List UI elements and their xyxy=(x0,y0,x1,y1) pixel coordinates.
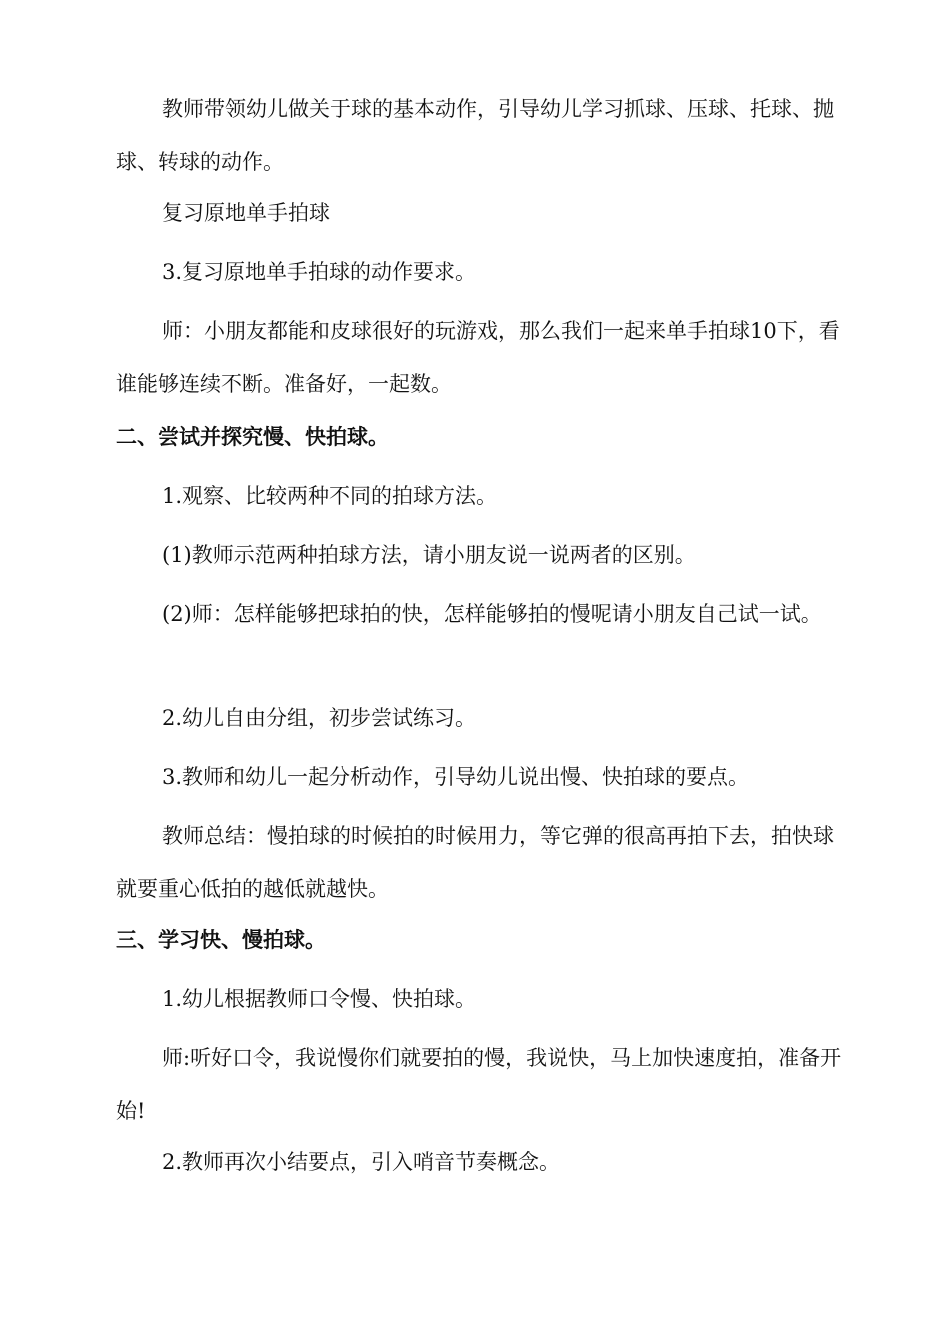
section-heading-three: 三、学习快、慢拍球。 xyxy=(116,928,326,952)
paragraph-teacher-summary: 教师总结：慢拍球的时候拍的时候用力，等它弹的很高再拍下去，拍快球就要重心低拍的越低就越快。 xyxy=(116,824,834,901)
section-heading-two: 二、尝试并探究慢、快拍球。 xyxy=(116,425,389,449)
paragraph-fast-slow-question: (2)师：怎样能够把球拍的快，怎样能够拍的慢呢请小朋友自己试一试。 xyxy=(162,602,822,626)
paragraph-basic-ball-actions: 教师带领幼儿做关于球的基本动作，引导幼儿学习抓球、压球、托球、抛球、转球的动作。 xyxy=(116,97,834,174)
paragraph-review-requirements: 3.复习原地单手拍球的动作要求。 xyxy=(162,260,477,284)
paragraph-observe-compare: 1.观察、比较两种不同的拍球方法。 xyxy=(162,484,498,508)
paragraph-follow-commands: 1.幼儿根据教师口令慢、快拍球。 xyxy=(162,987,477,1011)
paragraph-teacher-count: 师：小朋友都能和皮球很好的玩游戏，那么我们一起来单手拍球10下，看谁能够连续不断。准备好，一起数。 xyxy=(116,319,840,396)
paragraph-demo-methods: (1)教师示范两种拍球方法，请小朋友说一说两者的区别。 xyxy=(162,543,696,567)
paragraph-whistle-rhythm: 2.教师再次小结要点，引入哨音节奏概念。 xyxy=(162,1150,561,1174)
paragraph-analyze-actions: 3.教师和幼儿一起分析动作，引导幼儿说出慢、快拍球的要点。 xyxy=(162,765,750,789)
paragraph-listen-commands: 师:听好口令，我说慢你们就要拍的慢，我说快，马上加快速度拍，准备开始! xyxy=(116,1046,842,1123)
paragraph-group-practice: 2.幼儿自由分组，初步尝试练习。 xyxy=(162,706,477,730)
paragraph-review-heading: 复习原地单手拍球 xyxy=(162,201,330,225)
